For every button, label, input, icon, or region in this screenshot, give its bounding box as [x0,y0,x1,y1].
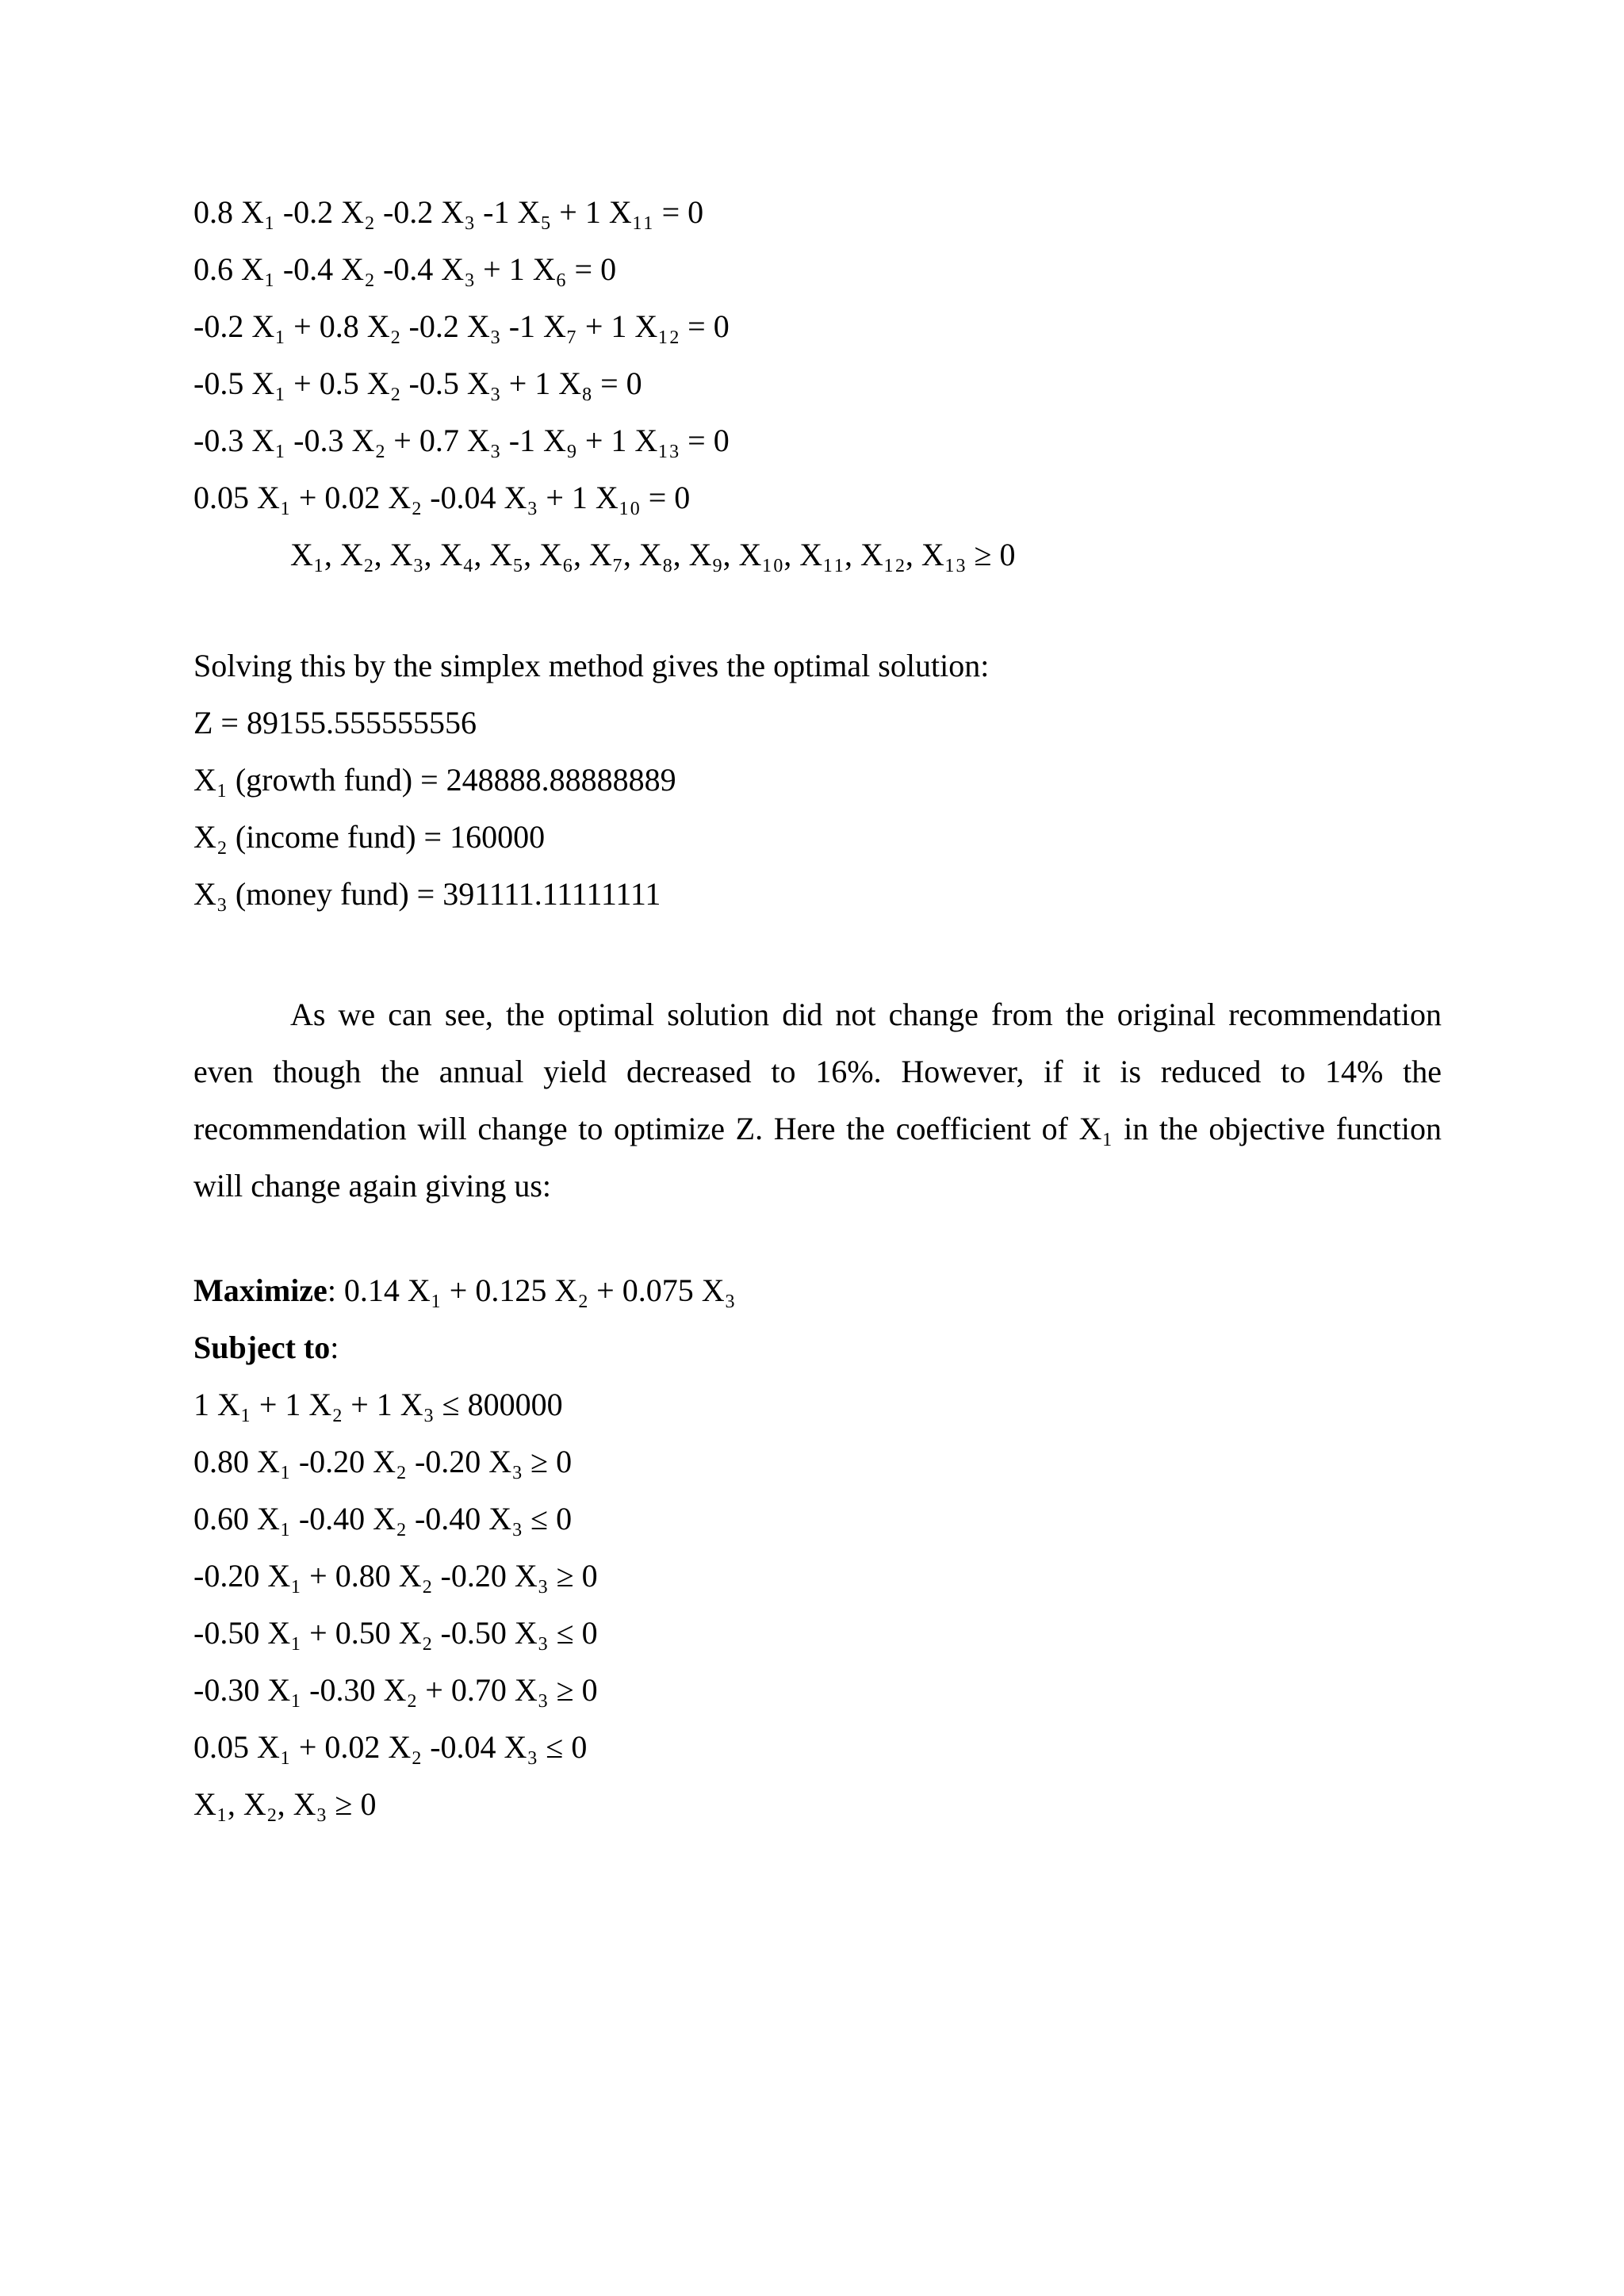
solution-x1: X₁ (growth fund) = 248888.88888889 [193,762,676,798]
constraint-line: X₁, X₂, X₃ ≥ 0 [193,1786,377,1822]
equation-line: -0.5 X₁ + 0.5 X₂ -0.5 X₃ + 1 X₈ = 0 [193,365,642,401]
constraint-line: 0.05 X₁ + 0.02 X₂ -0.04 X₃ ≤ 0 [193,1729,588,1765]
equation-line: -0.2 X₁ + 0.8 X₂ -0.2 X₃ -1 X₇ + 1 X₁₂ = 0 [193,308,730,344]
subject-to-label: Subject to [193,1330,331,1365]
equation-line: 0.8 X₁ -0.2 X₂ -0.2 X₃ -1 X₅ + 1 X₁₁ = 0 [193,194,704,230]
subject-to-colon: : [330,1330,339,1365]
constraint-line: -0.50 X₁ + 0.50 X₂ -0.50 X₃ ≤ 0 [193,1615,598,1651]
constraint-line: 1 X₁ + 1 X₂ + 1 X₃ ≤ 800000 [193,1387,563,1422]
solution-x2: X₂ (income fund) = 160000 [193,819,546,855]
maximize-label: Maximize [193,1272,327,1308]
solution-x3: X₃ (money fund) = 391111.11111111 [193,876,661,912]
solution-z: Z = 89155.555555556 [193,705,477,740]
paragraph-text: As we can see, the optimal solution did not change from the original recommendation even though the annual yield decreased to 16%. However, if it is reduced to 14% the recommendation will change to optimize Z. Here the coefficient of X₁ in the objective function will change again giving us: [193,997,1442,1203]
nonnegativity-line: X₁, X₂, X₃, X₄, X₅, X₆, X₇, X₈, X₉, X₁₀, X₁₁, X₁₂, X₁₃ ≥ 0 [290,537,1016,572]
equation-line: 0.05 X₁ + 0.02 X₂ -0.04 X₃ + 1 X₁₀ = 0 [193,480,691,515]
constraint-line: 0.80 X₁ -0.20 X₂ -0.20 X₃ ≥ 0 [193,1444,573,1479]
explanation-paragraph [193,986,1442,1215]
constraint-line: 0.60 X₁ -0.40 X₂ -0.40 X₃ ≤ 0 [193,1501,573,1536]
constraint-line: -0.30 X₁ -0.30 X₂ + 0.70 X₃ ≥ 0 [193,1672,598,1708]
solution-intro: Solving this by the simplex method gives the optimal solution: [193,648,990,683]
equation-line: -0.3 X₁ -0.3 X₂ + 0.7 X₃ -1 X₉ + 1 X₁₃ = 0 [193,423,730,458]
equation-line: 0.6 X₁ -0.4 X₂ -0.4 X₃ + 1 X₆ = 0 [193,251,617,287]
constraint-line: -0.20 X₁ + 0.80 X₂ -0.20 X₃ ≥ 0 [193,1558,598,1594]
objective-line [193,1272,736,1310]
subject-to-line [193,1329,339,1367]
objective-expression: : 0.14 X₁ + 0.125 X₂ + 0.075 X₃ [327,1272,736,1308]
